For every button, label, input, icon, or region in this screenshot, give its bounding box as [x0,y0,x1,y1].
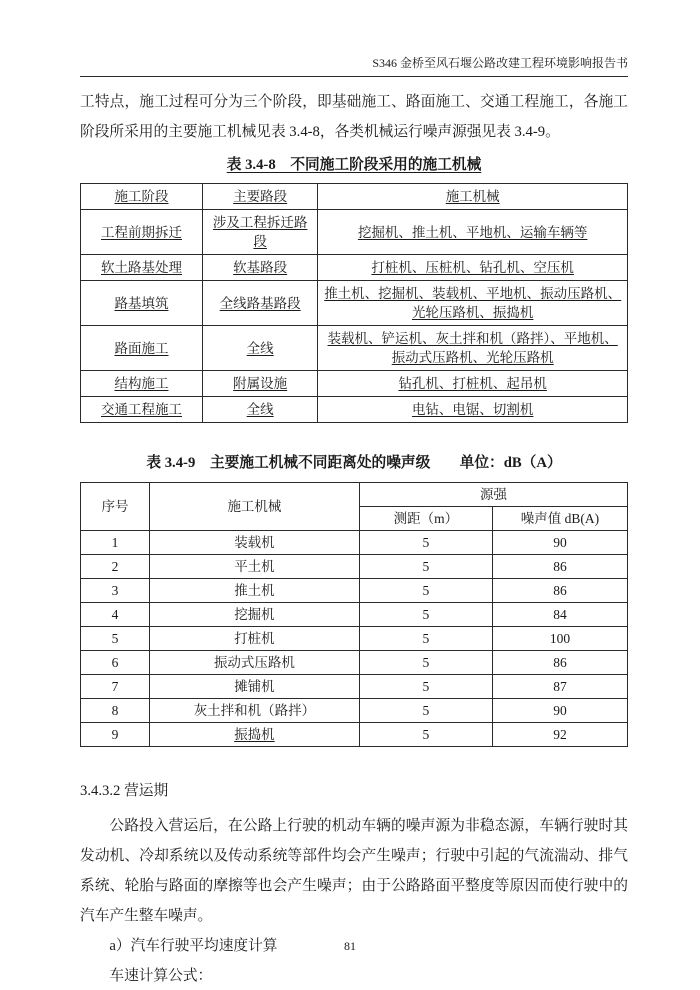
table2-cell-machine: 装载机 [149,531,359,555]
table1-cell: 全线路基路段 [202,281,317,326]
page-number: 81 [344,939,356,953]
table1-cell: 软基路段 [202,255,317,281]
table-machinery-noise-levels [80,482,628,747]
table2-cell-distance: 5 [359,603,492,627]
table2-cell-noise: 86 [492,651,627,675]
page-header [80,56,628,77]
table1-cell: 电钻、电锯、切割机 [318,397,628,423]
table-row [81,281,628,326]
table2-cell-no: 3 [81,579,150,603]
table2-cell-distance: 5 [359,555,492,579]
table-row [81,627,628,651]
table-row [81,371,628,397]
table1-cell: 挖掘机、推土机、平地机、运输车辆等 [318,210,628,255]
table2-cell-noise: 90 [492,531,627,555]
table2-header-no: 序号 [81,483,150,531]
section-heading-operation-period: 3.4.3.2 营运期 [80,783,169,799]
table2-cell-machine: 打桩机 [149,627,359,651]
table1-cell: 附属设施 [202,371,317,397]
table1-header-row [81,184,628,210]
table2-cell-machine: 振捣机 [149,723,359,747]
table1-header-section: 主要路段 [202,184,317,210]
table2-cell-distance: 5 [359,531,492,555]
table2-cell-noise: 87 [492,675,627,699]
table-row [81,675,628,699]
table1-cell: 软土路基处理 [81,255,203,281]
table2-cell-no: 9 [81,723,150,747]
table1-cell: 路基填筑 [81,281,203,326]
table2-header-row-1 [81,483,628,507]
table1-cell: 结构施工 [81,371,203,397]
table2-cell-noise: 92 [492,723,627,747]
table-row [81,555,628,579]
table1-header-stage: 施工阶段 [81,184,203,210]
table-construction-machinery-by-stage [80,183,628,423]
table-row [81,255,628,281]
table2-cell-no: 7 [81,675,150,699]
table-row [81,210,628,255]
table2-cell-distance: 5 [359,651,492,675]
table2-cell-no: 6 [81,651,150,675]
table2-cell-noise: 84 [492,603,627,627]
table1-caption: 表 3.4-8 不同施工阶段采用的施工机械 [226,157,482,173]
table-row [81,326,628,371]
table2-cell-machine: 摊铺机 [149,675,359,699]
table-row [81,699,628,723]
table1-cell: 打桩机、压桩机、钻孔机、空压机 [318,255,628,281]
table1-cell: 路面施工 [81,326,203,371]
table1-cell: 工程前期拆迁 [81,210,203,255]
table2-cell-noise: 86 [492,579,627,603]
table2-cell-distance: 5 [359,723,492,747]
header-title: S346 金桥至风石堰公路改建工程环境影响报告书 [372,56,628,70]
table2-cell-noise: 90 [492,699,627,723]
table2-cell-machine: 平土机 [149,555,359,579]
table-row [81,603,628,627]
table2-header-source-strength: 源强 [359,483,627,507]
table2-cell-machine: 推土机 [149,579,359,603]
table2-cell-no: 2 [81,555,150,579]
table2-caption: 表 3.4-9 主要施工机械不同距离处的噪声级 单位：dB（A） [146,455,562,471]
table2-header-machine: 施工机械 [149,483,359,531]
table2-header-distance: 测距（m） [359,507,492,531]
table-row [81,579,628,603]
table2-cell-no: 8 [81,699,150,723]
table-row [81,723,628,747]
table-row [81,397,628,423]
table2-cell-no: 4 [81,603,150,627]
table2-cell-distance: 5 [359,579,492,603]
table2-cell-distance: 5 [359,627,492,651]
item-a-average-speed: a）汽车行驶平均速度计算 [109,938,278,954]
table2-cell-no: 1 [81,531,150,555]
table1-cell: 全线 [202,397,317,423]
table1-cell: 装载机、铲运机、灰土拌和机（路拌）、平地机、振动式压路机、光轮压路机 [318,326,628,371]
table2-cell-machine: 灰土拌和机（路拌） [149,699,359,723]
table-row [81,651,628,675]
table-row [81,531,628,555]
table2-cell-noise: 100 [492,627,627,651]
table1-header-machinery: 施工机械 [318,184,628,210]
table1-cell: 钻孔机、打桩机、起吊机 [318,371,628,397]
table2-cell-distance: 5 [359,675,492,699]
operation-period-paragraph: 公路投入营运后，在公路上行驶的机动车辆的噪声源为非稳态源，车辆行驶时其发动机、冷却系统以及传动系统等部件均会产生噪声；行驶中引起的气流湍动、排气系统、轮胎与路面的摩擦等也会产生噪声；由于公路路面平整度等原因而使行驶中的汽车产生整车噪声。 [80,818,628,924]
table1-cell: 推土机、挖掘机、装载机、平地机、振动压路机、光轮压路机、振捣机 [318,281,628,326]
table2-cell-distance: 5 [359,699,492,723]
table2-header-noise: 噪声值 dB(A) [492,507,627,531]
table2-cell-no: 5 [81,627,150,651]
table1-cell: 涉及工程拆迁路段 [202,210,317,255]
table2-cell-noise: 86 [492,555,627,579]
formula-intro: 车速计算公式： [109,968,213,984]
table2-cell-machine: 挖掘机 [149,603,359,627]
table2-cell-machine: 振动式压路机 [149,651,359,675]
intro-paragraph: 工特点，施工过程可分为三个阶段，即基础施工、路面施工、交通工程施工，各施工阶段所采用的主要施工机械见表 3.4-8，各类机械运行噪声源强见表 3.4-9。 [80,94,628,140]
table1-cell: 交通工程施工 [81,397,203,423]
table1-cell: 全线 [202,326,317,371]
